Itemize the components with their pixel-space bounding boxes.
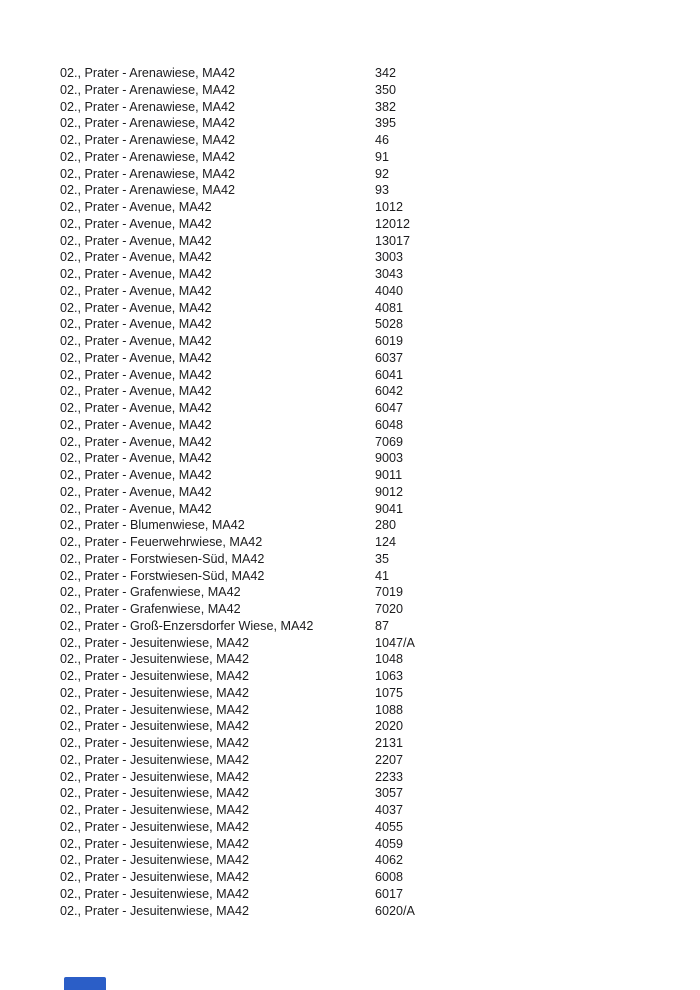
location-cell: 02., Prater - Arenawiese, MA42 xyxy=(60,116,235,131)
tree-number-cell: 1063 xyxy=(375,669,404,683)
tree-number-cell: 6041 xyxy=(375,367,404,382)
table-row xyxy=(60,300,690,317)
table-row xyxy=(60,266,690,283)
table-row xyxy=(60,400,690,417)
table-row xyxy=(60,852,690,869)
table-row xyxy=(60,182,690,199)
location-cell: 02., Prater - Avenue, MA42 xyxy=(60,283,212,298)
table-row xyxy=(60,233,690,250)
location-cell: 02., Prater - Avenue, MA42 xyxy=(60,200,212,214)
table-row xyxy=(60,836,690,853)
location-cell: 02., Prater - Jesuitenwiese, MA42 xyxy=(60,886,249,901)
tree-list xyxy=(60,65,690,919)
table-row xyxy=(60,601,690,618)
tree-number-cell: 2207 xyxy=(375,752,404,767)
tree-number-cell: 280 xyxy=(375,518,397,533)
table-row xyxy=(60,132,690,149)
table-row xyxy=(60,333,690,350)
tree-number-cell: 4081 xyxy=(375,300,404,315)
location-cell: 02., Prater - Jesuitenwiese, MA42 xyxy=(60,719,249,734)
tree-number-cell: 92 xyxy=(375,166,390,181)
tree-number-cell: 382 xyxy=(375,99,397,114)
tree-number-cell: 7020 xyxy=(375,602,404,616)
location-cell: 02., Prater - Feuerwehrwiese, MA42 xyxy=(60,535,263,549)
location-cell: 02., Prater - Jesuitenwiese, MA42 xyxy=(60,702,249,717)
tree-number-cell: 4055 xyxy=(375,819,404,834)
location-cell: 02., Prater - Arenawiese, MA42 xyxy=(60,99,235,114)
location-cell: 02., Prater - Arenawiese, MA42 xyxy=(60,66,235,80)
tree-number-cell: 1047/A xyxy=(375,635,415,650)
location-cell: 02., Prater - Jesuitenwiese, MA42 xyxy=(60,769,249,784)
table-row xyxy=(60,350,690,367)
location-cell: 02., Prater - Avenue, MA42 xyxy=(60,384,212,399)
table-row xyxy=(60,249,690,266)
tree-number-cell: 12012 xyxy=(375,216,411,231)
location-cell: 02., Prater - Jesuitenwiese, MA42 xyxy=(60,669,249,683)
tree-number-cell: 4040 xyxy=(375,283,404,298)
location-cell: 02., Prater - Jesuitenwiese, MA42 xyxy=(60,903,249,918)
tree-number-cell: 6008 xyxy=(375,870,404,884)
table-row xyxy=(60,668,690,685)
table-row xyxy=(60,635,690,652)
location-cell: 02., Prater - Jesuitenwiese, MA42 xyxy=(60,870,249,884)
table-row xyxy=(60,584,690,601)
tree-number-cell: 93 xyxy=(375,183,390,198)
tree-number-cell: 3057 xyxy=(375,786,404,801)
table-row xyxy=(60,568,690,585)
tree-number-cell: 350 xyxy=(375,82,397,97)
table-row xyxy=(60,450,690,467)
location-cell: 02., Prater - Jesuitenwiese, MA42 xyxy=(60,786,249,801)
table-row xyxy=(60,785,690,802)
location-cell: 02., Prater - Jesuitenwiese, MA42 xyxy=(60,803,249,817)
location-cell: 02., Prater - Avenue, MA42 xyxy=(60,434,212,449)
tree-number-cell: 9003 xyxy=(375,451,404,466)
location-cell: 02., Prater - Avenue, MA42 xyxy=(60,451,212,466)
tree-number-cell: 5028 xyxy=(375,317,404,332)
location-cell: 02., Prater - Jesuitenwiese, MA42 xyxy=(60,685,249,700)
tree-number-cell: 35 xyxy=(375,551,390,566)
table-row xyxy=(60,618,690,635)
location-cell: 02., Prater - Avenue, MA42 xyxy=(60,401,212,415)
tree-number-cell: 124 xyxy=(375,535,397,549)
location-cell: 02., Prater - Blumenwiese, MA42 xyxy=(60,518,245,533)
location-cell: 02., Prater - Grafenwiese, MA42 xyxy=(60,602,241,616)
tree-number-cell: 3003 xyxy=(375,250,404,265)
location-cell: 02., Prater - Avenue, MA42 xyxy=(60,417,212,432)
tree-number-cell: 9041 xyxy=(375,501,404,516)
table-row xyxy=(60,769,690,786)
table-row xyxy=(60,702,690,719)
tree-number-cell: 7019 xyxy=(375,585,404,600)
location-cell: 02., Prater - Avenue, MA42 xyxy=(60,484,212,499)
location-cell: 02., Prater - Jesuitenwiese, MA42 xyxy=(60,853,249,868)
location-cell: 02., Prater - Arenawiese, MA42 xyxy=(60,149,235,164)
table-row xyxy=(60,718,690,735)
tree-number-cell: 6047 xyxy=(375,401,404,415)
table-row xyxy=(60,534,690,551)
location-cell: 02., Prater - Avenue, MA42 xyxy=(60,367,212,382)
location-cell: 02., Prater - Avenue, MA42 xyxy=(60,468,212,482)
table-row xyxy=(60,65,690,82)
table-row xyxy=(60,819,690,836)
tree-number-cell: 6037 xyxy=(375,350,404,365)
location-cell: 02., Prater - Avenue, MA42 xyxy=(60,317,212,332)
location-cell: 02., Prater - Groß-Enzersdorfer Wiese, MA42 xyxy=(60,618,314,633)
table-row xyxy=(60,82,690,99)
tree-number-cell: 4059 xyxy=(375,836,404,851)
table-row xyxy=(60,802,690,819)
location-cell: 02., Prater - Jesuitenwiese, MA42 xyxy=(60,652,249,667)
location-cell: 02., Prater - Avenue, MA42 xyxy=(60,334,212,348)
tree-number-cell: 87 xyxy=(375,618,390,633)
table-row xyxy=(60,316,690,333)
tree-number-cell: 46 xyxy=(375,133,390,147)
location-cell: 02., Prater - Forstwiesen-Süd, MA42 xyxy=(60,568,265,583)
tree-number-cell: 2233 xyxy=(375,769,404,784)
location-cell: 02., Prater - Avenue, MA42 xyxy=(60,501,212,516)
tree-number-cell: 6042 xyxy=(375,384,404,399)
tree-number-cell: 9012 xyxy=(375,484,404,499)
table-row xyxy=(60,903,690,920)
location-cell: 02., Prater - Arenawiese, MA42 xyxy=(60,183,235,198)
location-cell: 02., Prater - Grafenwiese, MA42 xyxy=(60,585,241,600)
location-cell: 02., Prater - Avenue, MA42 xyxy=(60,300,212,315)
table-row xyxy=(60,752,690,769)
tree-number-cell: 4062 xyxy=(375,853,404,868)
table-row xyxy=(60,886,690,903)
tree-number-cell: 91 xyxy=(375,149,390,164)
location-cell: 02., Prater - Avenue, MA42 xyxy=(60,267,212,281)
table-row xyxy=(60,551,690,568)
tree-number-cell: 6017 xyxy=(375,886,404,901)
location-cell: 02., Prater - Avenue, MA42 xyxy=(60,216,212,231)
table-row xyxy=(60,115,690,132)
tree-number-cell: 6020/A xyxy=(375,903,415,918)
table-row xyxy=(60,685,690,702)
table-row xyxy=(60,216,690,233)
table-row xyxy=(60,484,690,501)
tree-number-cell: 1075 xyxy=(375,685,404,700)
table-row xyxy=(60,501,690,518)
table-row xyxy=(60,283,690,300)
location-cell: 02., Prater - Jesuitenwiese, MA42 xyxy=(60,836,249,851)
link-preview-badge xyxy=(64,977,106,990)
tree-number-cell: 13017 xyxy=(375,233,411,248)
location-cell: 02., Prater - Arenawiese, MA42 xyxy=(60,133,235,147)
location-cell: 02., Prater - Avenue, MA42 xyxy=(60,233,212,248)
tree-number-cell: 9011 xyxy=(375,468,403,482)
tree-number-cell: 1088 xyxy=(375,702,404,717)
location-cell: 02., Prater - Jesuitenwiese, MA42 xyxy=(60,819,249,834)
location-cell: 02., Prater - Jesuitenwiese, MA42 xyxy=(60,752,249,767)
table-row xyxy=(60,199,690,216)
table-row xyxy=(60,517,690,534)
tree-number-cell: 4037 xyxy=(375,803,404,817)
table-row xyxy=(60,434,690,451)
location-cell: 02., Prater - Jesuitenwiese, MA42 xyxy=(60,635,249,650)
table-row xyxy=(60,367,690,384)
table-row xyxy=(60,467,690,484)
location-cell: 02., Prater - Avenue, MA42 xyxy=(60,250,212,265)
tree-number-cell: 6048 xyxy=(375,417,404,432)
tree-number-cell: 1012 xyxy=(375,200,404,214)
tree-number-cell: 1048 xyxy=(375,652,404,667)
table-row xyxy=(60,417,690,434)
table-row xyxy=(60,651,690,668)
tree-number-cell: 2131 xyxy=(375,736,404,750)
location-cell: 02., Prater - Avenue, MA42 xyxy=(60,350,212,365)
location-cell: 02., Prater - Forstwiesen-Süd, MA42 xyxy=(60,551,265,566)
table-row xyxy=(60,166,690,183)
tree-number-cell: 41 xyxy=(375,568,390,583)
tree-number-cell: 2020 xyxy=(375,719,404,734)
table-row xyxy=(60,99,690,116)
location-cell: 02., Prater - Arenawiese, MA42 xyxy=(60,166,235,181)
table-row xyxy=(60,735,690,752)
table-row xyxy=(60,383,690,400)
tree-number-cell: 3043 xyxy=(375,267,404,281)
location-cell: 02., Prater - Jesuitenwiese, MA42 xyxy=(60,736,249,750)
table-row xyxy=(60,149,690,166)
table-row xyxy=(60,869,690,886)
tree-number-cell: 342 xyxy=(375,66,397,80)
tree-number-cell: 6019 xyxy=(375,334,404,348)
tree-number-cell: 395 xyxy=(375,116,397,131)
location-cell: 02., Prater - Arenawiese, MA42 xyxy=(60,82,235,97)
tree-number-cell: 7069 xyxy=(375,434,404,449)
